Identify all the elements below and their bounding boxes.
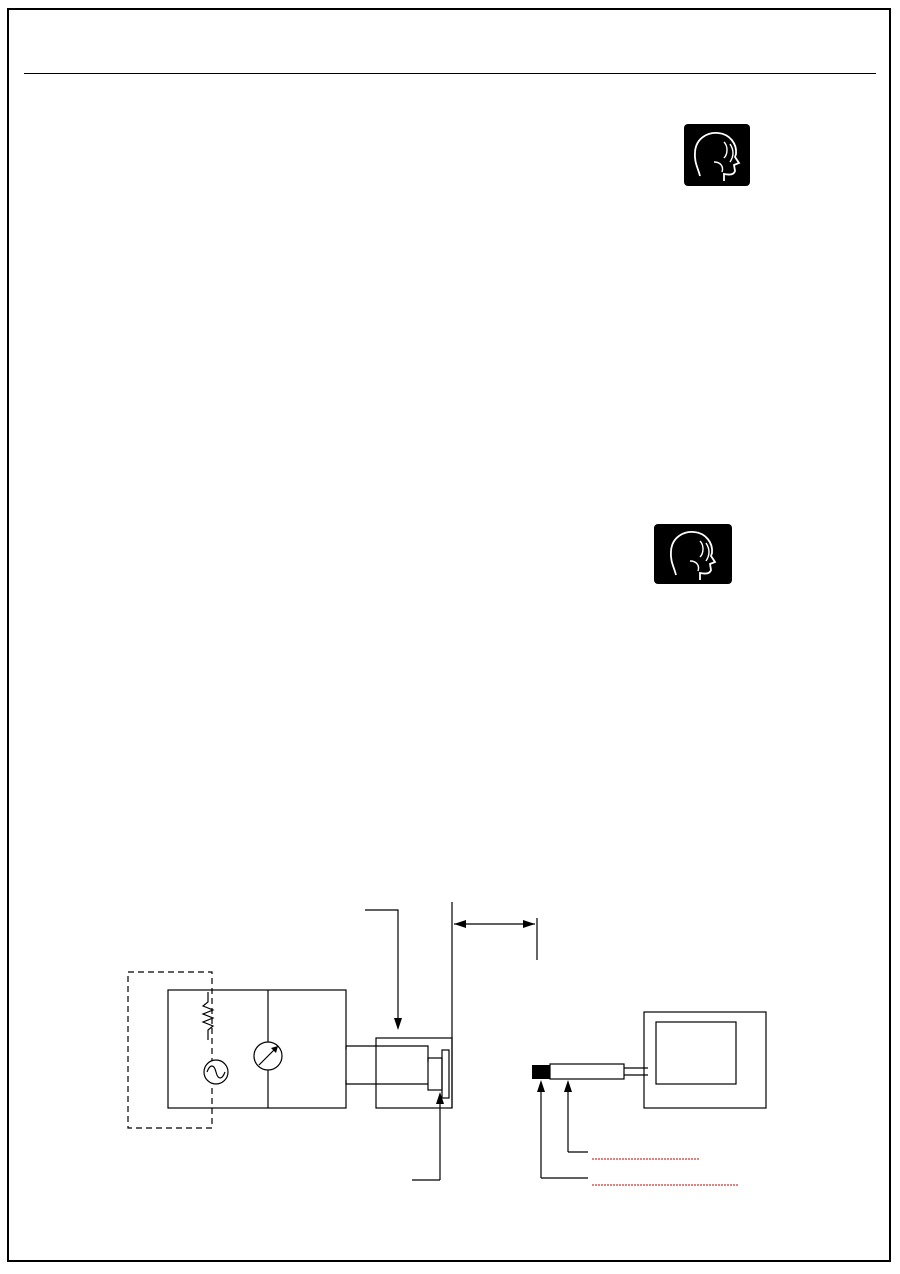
preamp-arrowhead bbox=[564, 1080, 572, 1092]
analyzer-screen bbox=[656, 1022, 736, 1084]
microphone-arrowhead bbox=[537, 1080, 545, 1092]
baffle-box-arrowhead bbox=[394, 1018, 402, 1030]
listen-logo bbox=[684, 124, 750, 186]
title-divider bbox=[24, 73, 876, 74]
frequency-response-chart bbox=[0, 110, 900, 490]
test-setup-diagram bbox=[0, 880, 900, 1200]
dimension-arrowhead-right bbox=[523, 920, 535, 928]
generator-box bbox=[128, 972, 212, 1128]
impedance-chart bbox=[0, 510, 900, 870]
speaker-unit bbox=[428, 1058, 442, 1090]
listen-logo bbox=[654, 524, 732, 584]
test-microphone-icon bbox=[532, 1065, 550, 1079]
baffle-box-pointer bbox=[365, 910, 398, 1028]
speaker-cone bbox=[442, 1050, 449, 1098]
listen-logo-badge bbox=[654, 524, 732, 584]
dimension-arrowhead-left bbox=[454, 920, 466, 928]
wire-bottom bbox=[346, 1080, 428, 1084]
mic-preamp-icon bbox=[550, 1064, 624, 1079]
audio-analyzer bbox=[644, 1012, 766, 1108]
wire-top bbox=[346, 1046, 428, 1062]
